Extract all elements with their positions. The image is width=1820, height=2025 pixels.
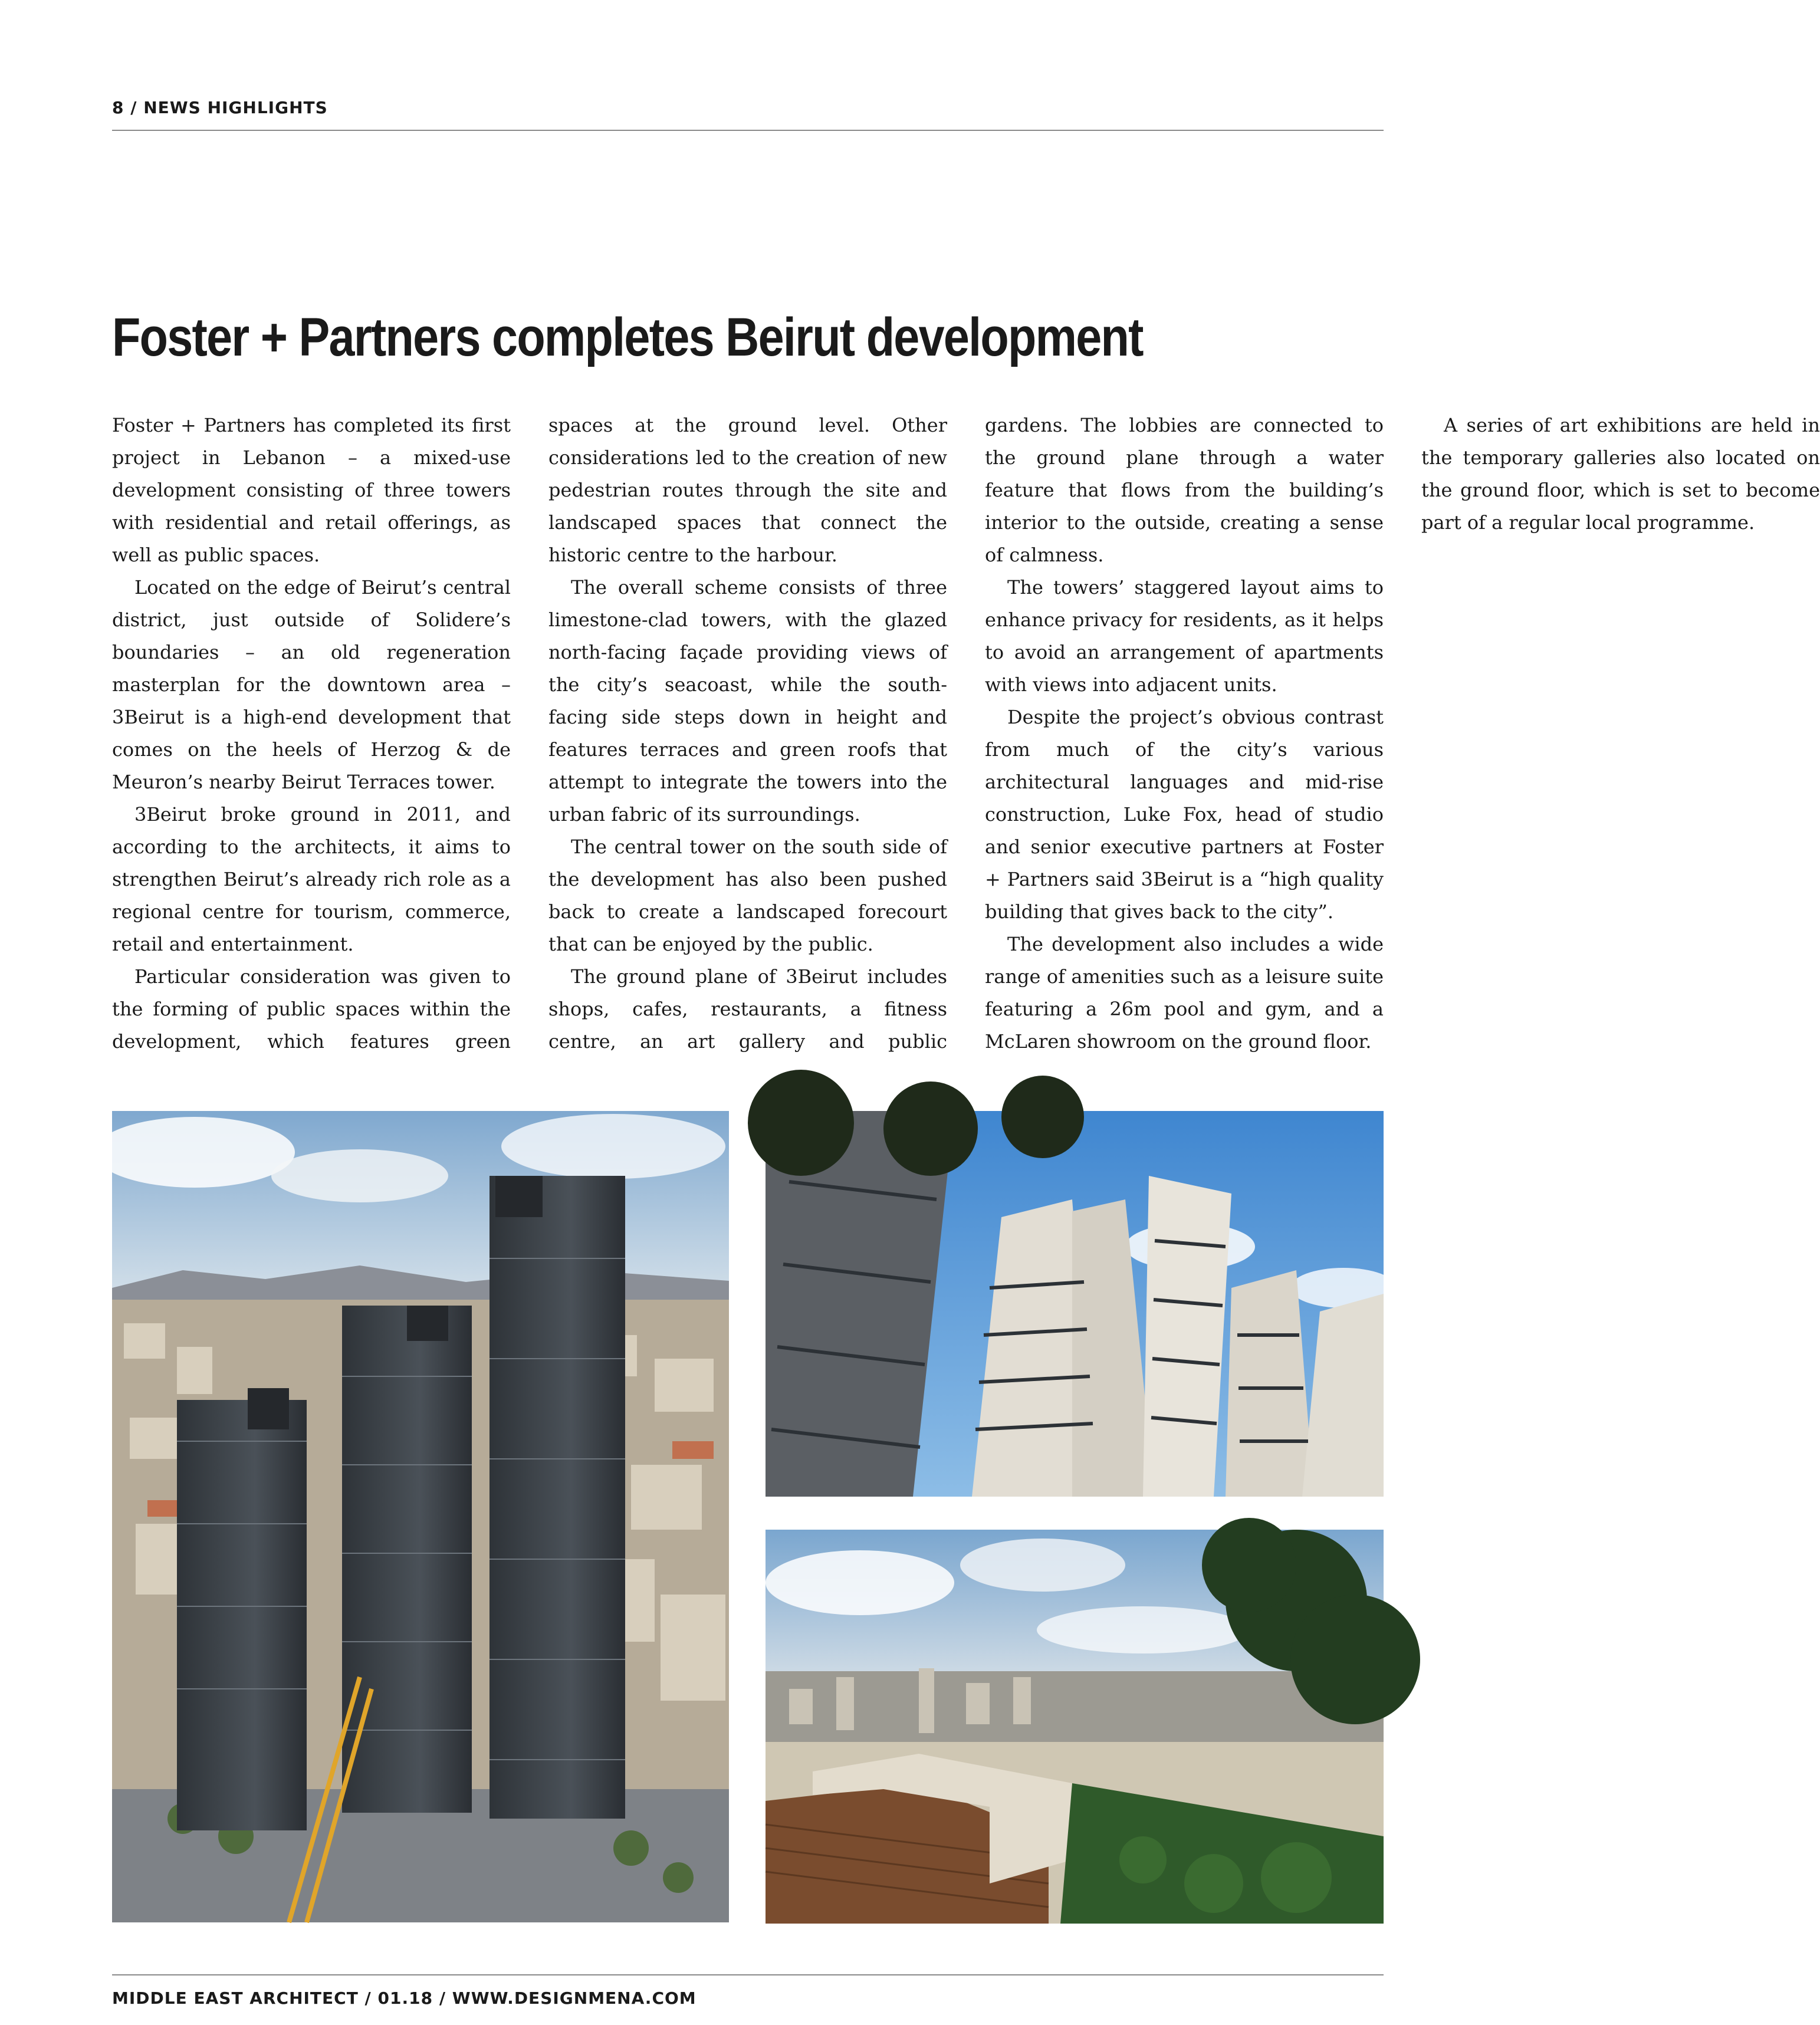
section-header: 8 / NEWS HIGHLIGHTS (112, 98, 328, 117)
article-body (112, 409, 1820, 1087)
page-footer: MIDDLE EAST ARCHITECT / 01.18 / WWW.DESIGNMENA.COM (112, 1988, 697, 2008)
article-paragraph: The ground plane of 3Beirut includes shops, cafes, restaurants, a fitness centre, an art gallery and public gardens. The lobbies are connected to the ground plane through a water feature that flows from the building’s interior to the outside, creating a sense of calmness. (548, 414, 1384, 1053)
towers-aerial-photo (112, 1111, 729, 1922)
article-paragraph: The overall scheme consists of three limestone-clad towers, with the glazed north-facing façade providing views of the city’s seacoast, while the south-facing side steps down in height and features terraces and green roofs that attempt to integrate the towers into the urban fabric of its surroundings. (548, 576, 947, 826)
article-paragraph: Despite the project’s obvious contrast from much of the city’s various architectural languages and mid-rise construction, Luke Fox, head of studio and senior executive partners at Foster + Partners said 3Beirut is a “high quality building that gives back to the city”. (985, 706, 1384, 923)
footer-divider (112, 1974, 1384, 1975)
towers-upward-photo (766, 1111, 1384, 1497)
article-paragraph: The towers’ staggered layout aims to enhance privacy for residents, as it helps to avoid an arrangement of apartments with views into adjacent units. (985, 576, 1384, 696)
article-paragraph: The central tower on the south side of the development has also been pushed back to create a landscaped forecourt that can be enjoyed by the public. (548, 836, 947, 955)
article-paragraph: Foster + Partners has completed its first project in Lebanon – a mixed-use development consisting of three towers with residential and retail offerings, as well as public spaces. (112, 414, 511, 566)
article-headline: Foster + Partners completes Beirut development (112, 307, 1143, 367)
article-paragraph: The development also includes a wide range of amenities such as a leisure suite featuring a 26m pool and gym, and a McLaren showroom on the ground floor. (985, 933, 1384, 1053)
article-paragraph: Particular consideration was given to the forming of public spaces within the development, which features green spaces at the ground level. Other considerations led to the creation of new pedestrian routes through the site and landscaped spaces that connect the historic centre to the harbour. (112, 414, 947, 1053)
header-divider (112, 130, 1384, 131)
article-paragraph: A series of art exhibitions are held in the temporary galleries also located on the ground floor, which is set to become part of a regular local programme. (1421, 414, 1820, 534)
terrace-view-photo (766, 1530, 1384, 1924)
article-paragraph: Located on the edge of Beirut’s central district, just outside of Solidere’s boundaries – an old regeneration masterplan for the downtown area – 3Beirut is a high-end development that comes on the heels of Herzog & de Meuron’s nearby Beirut Terraces tower. (112, 576, 511, 793)
article-paragraph: 3Beirut broke ground in 2011, and according to the architects, it aims to strengthen Beirut’s already rich role as a regional centre for tourism, commerce, retail and entertainment. (112, 803, 511, 955)
